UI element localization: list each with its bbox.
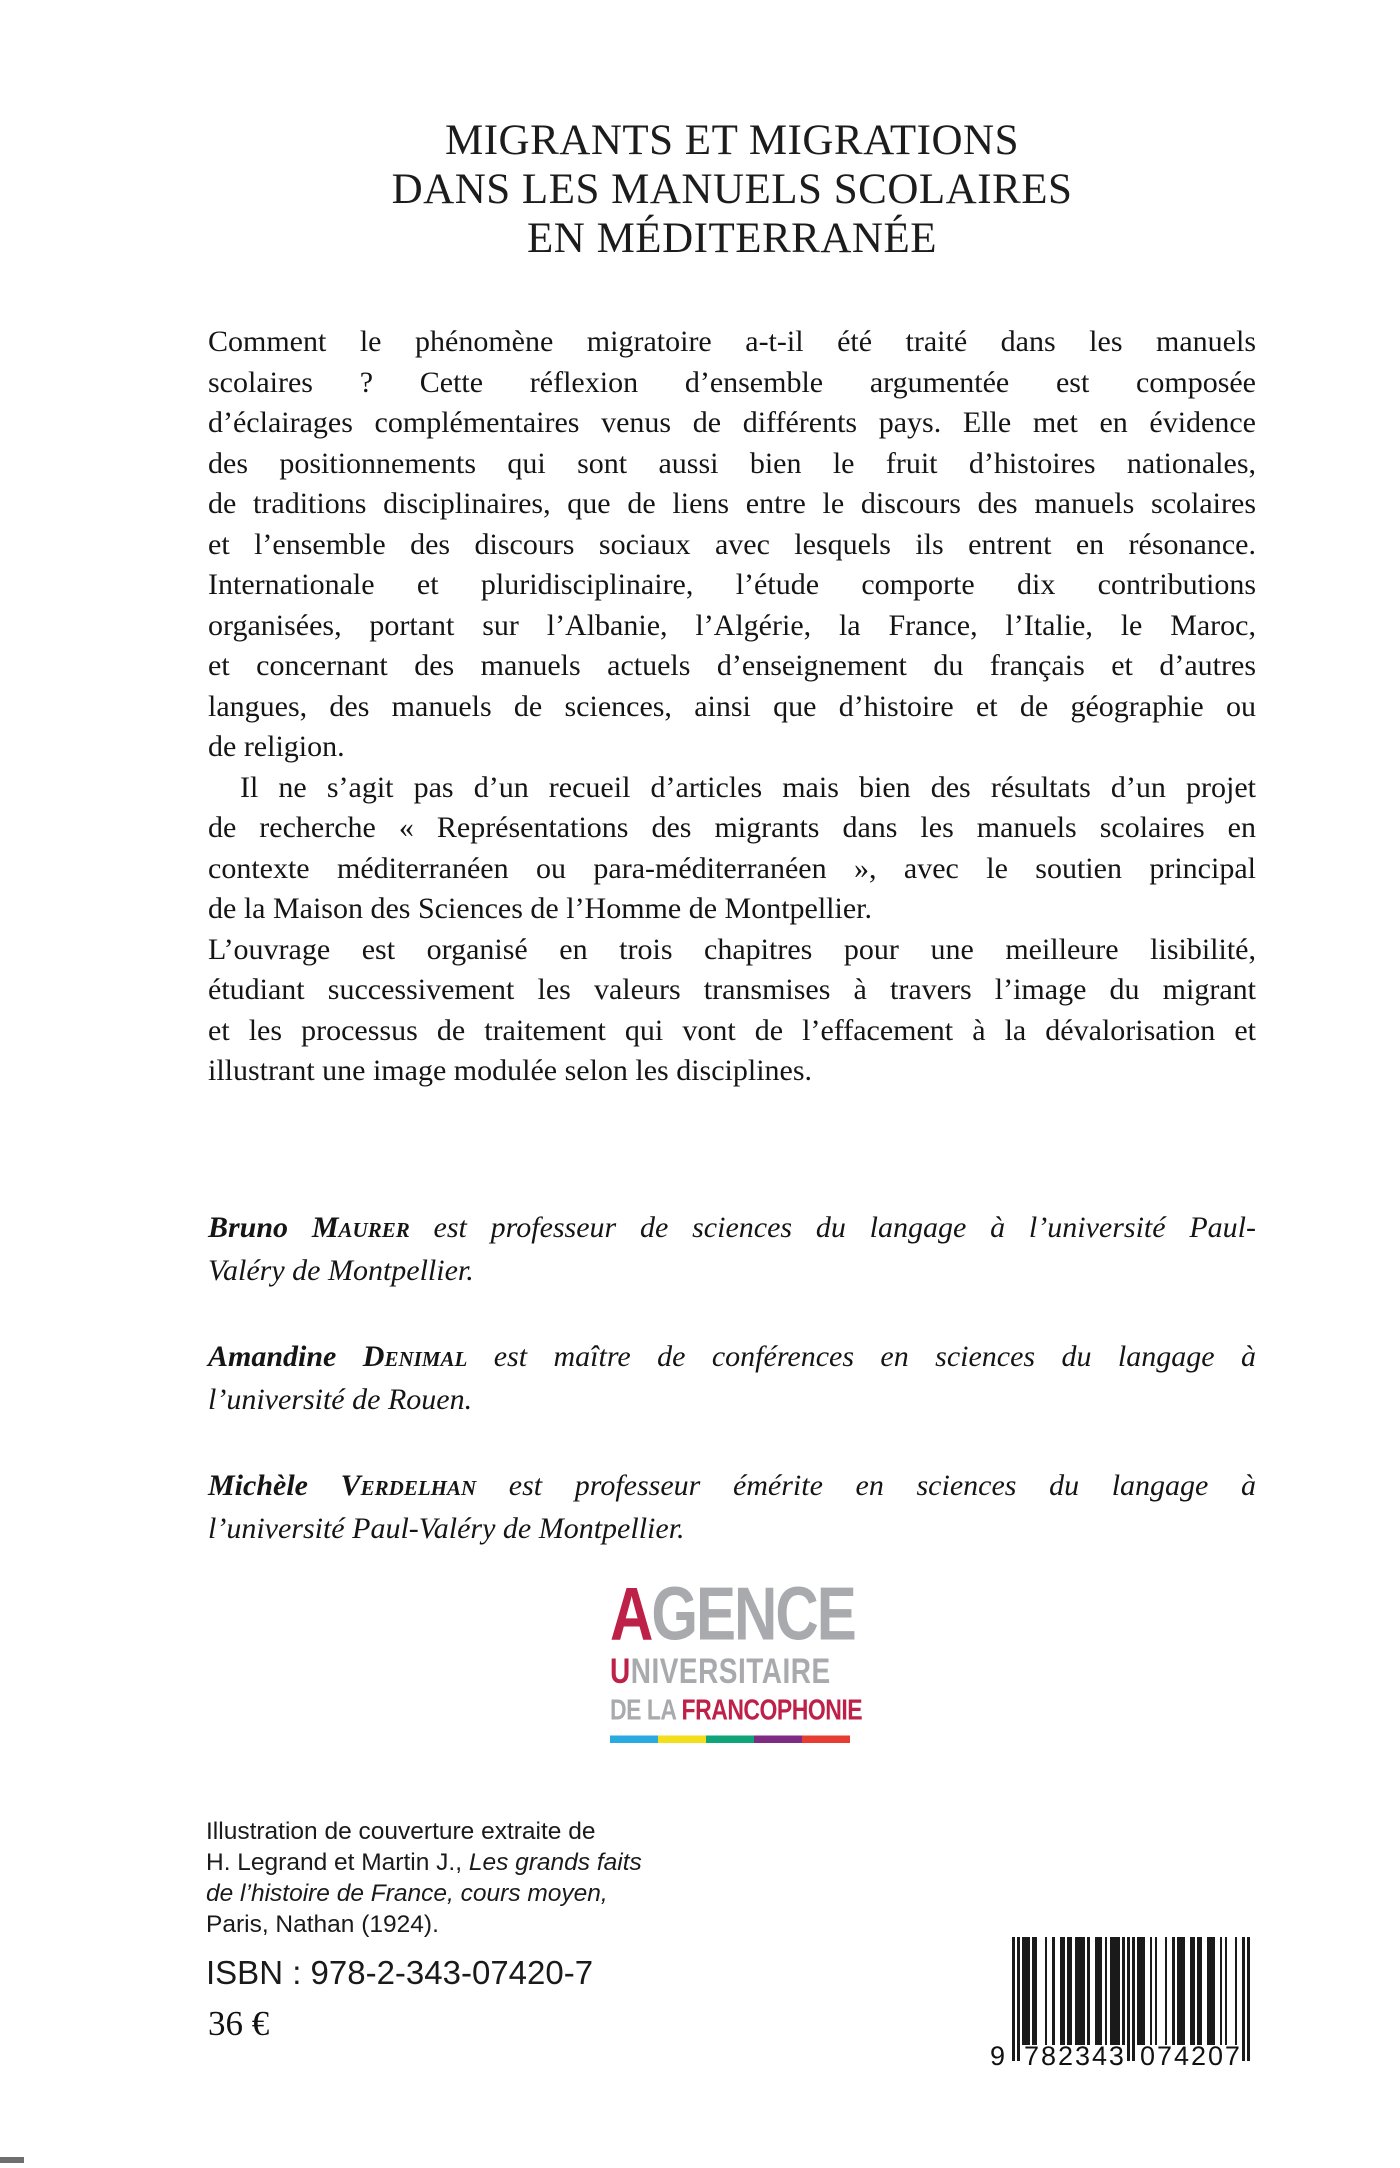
barcode-bar [1200, 1937, 1203, 2045]
synopsis-line: de la Maison des Sciences de l’Homme de Montpellier. [208, 892, 872, 925]
barcode-digit: 4 [1173, 2041, 1189, 2071]
barcode-bar [1132, 1937, 1135, 2061]
barcode-bar [1027, 1937, 1030, 2045]
auf-logo-color-bar [610, 1736, 850, 1744]
barcode-bar [1012, 1937, 1015, 2061]
color-bar-segment-blue [610, 1736, 658, 1744]
bio-line: Valéry de Montpellier. [208, 1254, 474, 1287]
synopsis-line: Il ne s’agit pas d’un recueil d’articles mais bien des résultats d’un projet [240, 770, 1256, 804]
barcode-digit: 7 [1156, 2041, 1173, 2071]
color-bar-segment-green [706, 1736, 754, 1744]
barcode-digit-first: 9 [990, 2041, 1006, 2071]
author-last-name: Verdelhan [340, 1469, 477, 1502]
barcode-bar [1017, 1937, 1020, 2061]
barcode-bar [1182, 1937, 1185, 2045]
barcode-bar [1052, 1937, 1055, 2045]
author-name [208, 1211, 410, 1244]
book-title-line: DANS LES MANUELS SCOLAIRES [391, 166, 1073, 213]
cover-credit [206, 1816, 642, 1940]
author-name [208, 1340, 467, 1373]
barcode-bar [1070, 1937, 1073, 2045]
color-bar-segment-purple [754, 1736, 802, 1744]
synopsis-line: d’éclairages complémentaires venus de différents pays. Elle met en évidence [208, 406, 1256, 439]
auf-logo-initial: U [610, 1651, 631, 1691]
author-bio [208, 1464, 1256, 1550]
synopsis-line: et concernant des manuels actuels d’enseignement du français et d’autres [208, 649, 1256, 682]
auf-logo-initial: A [610, 1571, 652, 1656]
barcode-bar [1212, 1937, 1215, 2045]
barcode-bar [1035, 1937, 1038, 2045]
synopsis-paragraph [208, 322, 1256, 768]
author-name [208, 1469, 476, 1502]
synopsis-paragraph [208, 930, 1256, 1092]
isbn-line: ISBN : 978-2-343-07420-7 [206, 1954, 594, 1991]
color-bar-segment-red [802, 1736, 850, 1744]
barcode-digit: 4 [1091, 2041, 1107, 2071]
barcode-bar [1117, 1937, 1120, 2045]
synopsis-line: et les processus de traitement qui vont de l’effacement à la dévalorisation et [208, 1013, 1256, 1047]
color-bar-segment-yellow [658, 1736, 706, 1744]
author-bio [208, 1206, 1256, 1292]
credit-work-title: Les grands faits [468, 1849, 642, 1876]
bio-text: est professeur de sciences du langage à l’université Paul- [409, 1211, 1257, 1244]
barcode-bar [1225, 1937, 1228, 2045]
barcode-bar [1062, 1937, 1065, 2045]
barcode-bar [1165, 1937, 1168, 2045]
barcode-bar [1155, 1937, 1158, 2045]
auf-logo-line-agence [610, 1571, 855, 1656]
bio-text: est maître de conférences en sciences du langage à [467, 1340, 1256, 1373]
auf-logo-text: DE LA [610, 1693, 682, 1726]
synopsis-line: Comment le phénomène migratoire a-t-il été traité dans les manuels [208, 325, 1256, 358]
synopsis-line: organisées, portant sur l’Albanie, l’Algérie, la France, l’Italie, le Maroc, [208, 608, 1256, 642]
barcode-bar [1087, 1937, 1090, 2045]
book-title-line: EN MÉDITERRANÉE [527, 215, 937, 262]
barcode-bar [1192, 1937, 1195, 2045]
barcode-digit: 0 [1140, 2041, 1156, 2071]
barcode-bar [1127, 1937, 1130, 2061]
barcode-digit: 3 [1074, 2041, 1090, 2071]
bio-line [208, 1335, 1256, 1378]
synopsis-line: langues, des manuels de sciences, ainsi que d’histoire et de géographie ou [208, 689, 1256, 723]
bio-line: l’université de Rouen. [208, 1383, 473, 1416]
scan-artifact [0, 2157, 24, 2163]
barcode-bar [1045, 1937, 1048, 2045]
synopsis-paragraph [208, 768, 1256, 930]
barcode-digit: 2 [1057, 2041, 1073, 2071]
credit-line: de l’histoire de France, cours moyen, [206, 1880, 608, 1907]
barcode-digit: 7 [1024, 2041, 1040, 2071]
synopsis-line: scolaires ? Cette réflexion d’ensemble argumentée est composée [208, 365, 1256, 399]
barcode-bar [1220, 1937, 1223, 2045]
synopsis-line: des positionnements qui sont aussi bien le fruit d’histoires nationales, [208, 446, 1256, 480]
barcode-digit: 3 [1108, 2041, 1124, 2071]
barcode-bar [1172, 1937, 1175, 2045]
book-title [208, 116, 1256, 263]
credit-line [206, 1847, 642, 1878]
bio-text: est professeur émérite en sciences du langage à [476, 1469, 1256, 1502]
author-bios [208, 1206, 1256, 1593]
barcode-digits-right [1140, 2041, 1240, 2072]
synopsis-line: de traditions disciplinaires, que de liens entre le discours des manuels scolaires [208, 487, 1256, 520]
barcode-digits-left [1024, 2041, 1124, 2072]
bio-line [208, 1464, 1256, 1507]
barcode-digit: 2 [1190, 2041, 1206, 2071]
barcode-bar [1242, 1937, 1245, 2061]
synopsis-line: contexte méditerranéen ou para-méditerranéen », avec le soutien principal [208, 851, 1256, 885]
synopsis [208, 322, 1256, 1092]
synopsis-line: et l’ensemble des discours sociaux avec lesquels ils entrent en résonance. [208, 527, 1256, 561]
auf-logo-text: FRANCOPHONIE [681, 1693, 863, 1726]
bio-line: l’université Paul-Valéry de Montpellier. [208, 1512, 685, 1545]
barcode-bar [1150, 1937, 1153, 2045]
barcode-bar [1082, 1937, 1085, 2045]
bio-line [208, 1206, 1256, 1249]
auf-logo-line-universitaire [610, 1651, 854, 1692]
synopsis-line: illustrant une image modulée selon les disciplines. [208, 1054, 813, 1087]
price: 36 € [208, 2004, 270, 2043]
auf-logo-text: GENCE [651, 1571, 855, 1656]
barcode-bar [1247, 1937, 1250, 2061]
barcode-bar [1122, 1937, 1125, 2045]
auf-logo-line-francophonie [610, 1692, 863, 1727]
auf-logo-box [610, 1571, 863, 1743]
credit-text: H. Legrand et Martin J., [206, 1849, 469, 1876]
synopsis-line: de religion. [208, 730, 345, 763]
author-bio [208, 1335, 1256, 1421]
author-first-name: Michèle [208, 1469, 308, 1502]
barcode-bar [1142, 1937, 1145, 2045]
barcode-bar [1100, 1937, 1103, 2045]
author-last-name: Denimal [362, 1340, 468, 1373]
book-title-line: MIGRANTS ET MIGRATIONS [444, 117, 1019, 164]
author-first-name: Bruno [208, 1211, 289, 1244]
credit-line: Paris, Nathan (1924). [206, 1911, 439, 1938]
synopsis-line: de recherche « Représentations des migrants dans les manuels scolaires en [208, 811, 1256, 844]
synopsis-line: L’ouvrage est organisé en trois chapitres pour une meilleure lisibilité, [208, 932, 1256, 966]
author-last-name: Maurer [311, 1211, 410, 1244]
auf-logo-text: NIVERSITAIRE [630, 1651, 831, 1691]
synopsis-line: étudiant successivement les valeurs transmises à travers l’image du migrant [208, 973, 1256, 1006]
synopsis-line: Internationale et pluridisciplinaire, l’étude comporte dix contributions [208, 568, 1256, 601]
author-first-name: Amandine [208, 1340, 337, 1373]
barcode-digit: 8 [1040, 2041, 1057, 2071]
barcode-bar [1235, 1937, 1238, 2045]
barcode-digit: 0 [1207, 2041, 1223, 2071]
ean13-barcode [990, 1937, 1250, 2077]
barcode-bar [1105, 1937, 1108, 2045]
auf-logo [208, 1571, 1256, 1726]
credit-line: Illustration de couverture extraite de [206, 1818, 596, 1845]
barcode-digit: 7 [1224, 2041, 1240, 2071]
